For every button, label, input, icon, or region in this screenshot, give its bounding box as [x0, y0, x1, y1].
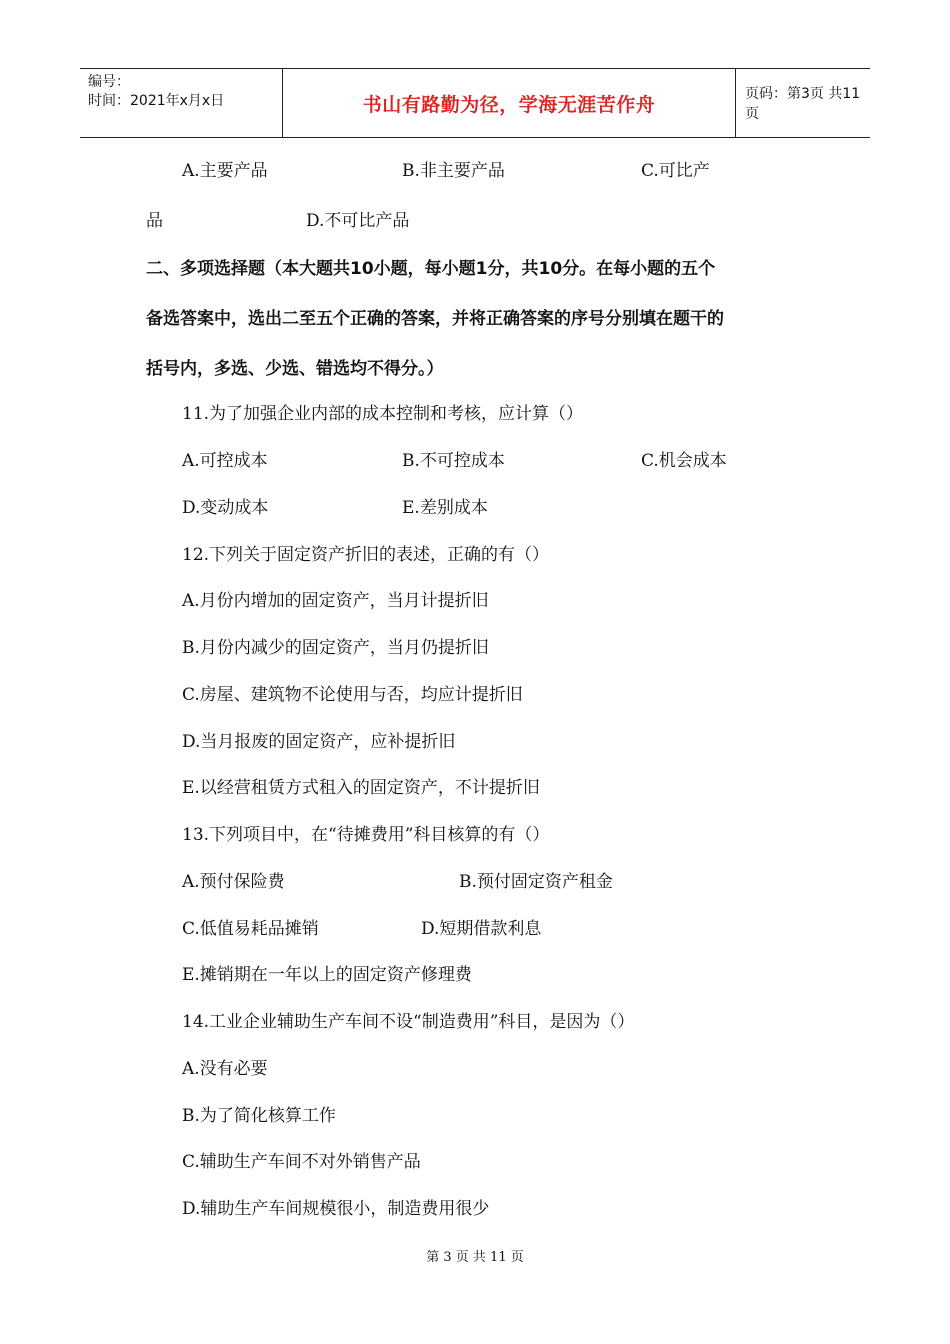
question-line: A.没有必要 [182, 1059, 268, 1079]
question-line: 13.下列项目中，在“待摊费用”科目核算的有（） [182, 825, 550, 845]
page-info: 页码：第3页 共11页 [745, 86, 861, 122]
question-line: B.非主要产品 [402, 161, 505, 181]
question-line: C.辅助生产车间不对外销售产品 [182, 1152, 421, 1172]
question-line: B.预付固定资产租金 [459, 872, 613, 892]
question-line: E.差别成本 [402, 498, 488, 518]
question-line: A.预付保险费 [182, 872, 285, 892]
question-line: B.为了简化核算工作 [182, 1106, 336, 1126]
motto: 书山有路勤为径，学海无涯苦作舟 [362, 93, 656, 116]
question-line: B.月份内减少的固定资产，当月仍提折旧 [182, 638, 489, 658]
question-line: C.可比产 [641, 161, 710, 181]
question-line: A.月份内增加的固定资产，当月计提折旧 [182, 591, 489, 611]
section-heading-line: 备选答案中，选出二至五个正确的答案，并将正确答案的序号分别填在题干的 [146, 309, 724, 329]
question-line: 14.工业企业辅助生产车间不设“制造费用”科目，是因为（） [182, 1012, 635, 1032]
question-line: D.辅助生产车间规模很小，制造费用很少 [182, 1199, 490, 1219]
question-line: A.可控成本 [182, 451, 268, 471]
question-line: D.不可比产品 [306, 211, 410, 231]
question-line: 11.为了加强企业内部的成本控制和考核，应计算（） [182, 404, 584, 424]
question-line: C.机会成本 [641, 451, 727, 471]
question-line: A.主要产品 [182, 161, 268, 181]
page-footer: 第 3 页 共 11 页 [426, 1250, 524, 1265]
question-line: D.当月报废的固定资产，应补提折旧 [182, 732, 456, 752]
header-meta [80, 69, 282, 137]
question-line: E.以经营租赁方式租入的固定资产，不计提折旧 [182, 778, 540, 798]
section-heading-line: 括号内，多选、少选、错选均不得分。） [146, 359, 444, 379]
question-line: 12.下列关于固定资产折旧的表述，正确的有（） [182, 545, 550, 565]
question-line: B.不可控成本 [402, 451, 505, 471]
question-line: C.低值易耗品摊销 [182, 919, 319, 939]
question-line: C.房屋、建筑物不论使用与否，均应计提折旧 [182, 685, 523, 705]
question-line: 品 [146, 211, 163, 231]
page-header [80, 68, 870, 138]
question-line: D.短期借款利息 [421, 919, 542, 939]
section-heading-line: 二、多项选择题（本大题共10小题，每小题1分，共10分。在每小题的五个 [146, 259, 716, 279]
question-line: E.摊销期在一年以上的固定资产修理费 [182, 965, 472, 985]
header-page-cell [735, 69, 870, 137]
number-label: 编号： [88, 74, 130, 90]
time-label: 时间：2021年x月x日 [88, 93, 225, 109]
question-line: D.变动成本 [182, 498, 269, 518]
header-motto-cell [282, 69, 736, 137]
